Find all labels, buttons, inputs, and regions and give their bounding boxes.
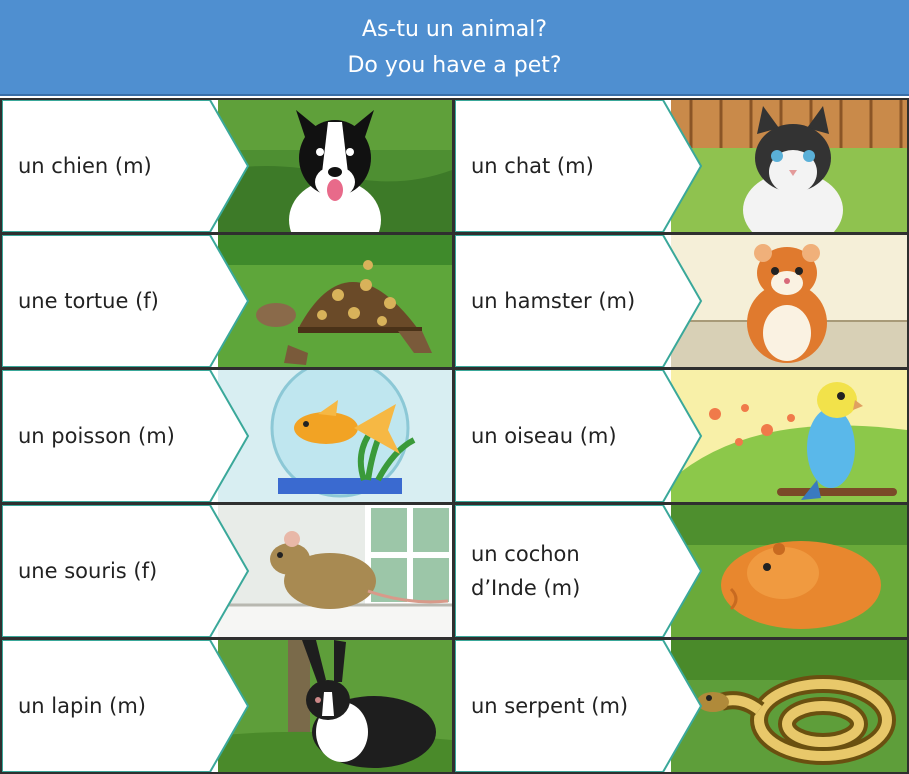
cat-icon: [671, 100, 907, 232]
vocab-label: une souris (f): [18, 559, 158, 583]
vocab-label: un poisson (m): [18, 424, 175, 448]
vocab-label: un cochon d’Inde (m): [471, 542, 581, 600]
vocab-card-poisson: [2, 370, 452, 502]
vocab-label: un oiseau (m): [471, 424, 617, 448]
mouse-icon: [218, 505, 452, 637]
vocab-label: une tortue (f): [18, 289, 159, 313]
vocab-label: un chien (m): [18, 154, 152, 178]
hamster-icon: [671, 235, 907, 367]
tortoise-icon: [218, 235, 452, 367]
vocab-card-souris: [2, 505, 452, 637]
dog-icon: [218, 100, 452, 232]
vocab-card-tortue: [2, 235, 452, 367]
budgie-icon: [671, 370, 907, 502]
vocab-card-hamster: [455, 235, 907, 367]
snake-icon: [671, 640, 907, 772]
vocab-card-lapin: [2, 640, 452, 772]
goldfish-icon: [218, 370, 452, 502]
title-english: Do you have a pet?: [347, 53, 562, 78]
vocab-label: un lapin (m): [18, 694, 146, 718]
vocab-card-chien: [2, 100, 452, 232]
vocab-label: un hamster (m): [471, 289, 636, 313]
vocab-card-oiseau: [455, 370, 907, 502]
vocab-card-serpent: [455, 640, 907, 772]
vocab-label: un chat (m): [471, 154, 594, 178]
vocab-label: un serpent (m): [471, 694, 629, 718]
vocab-card-cochon-d-inde: [455, 505, 907, 637]
vocab-card-chat: [455, 100, 907, 232]
title-french: As-tu un animal?: [361, 17, 548, 42]
guinea-pig-icon: [671, 505, 907, 637]
page-header: [0, 0, 909, 96]
vocabulary-grid: [0, 98, 909, 774]
rabbit-icon: [218, 640, 452, 772]
